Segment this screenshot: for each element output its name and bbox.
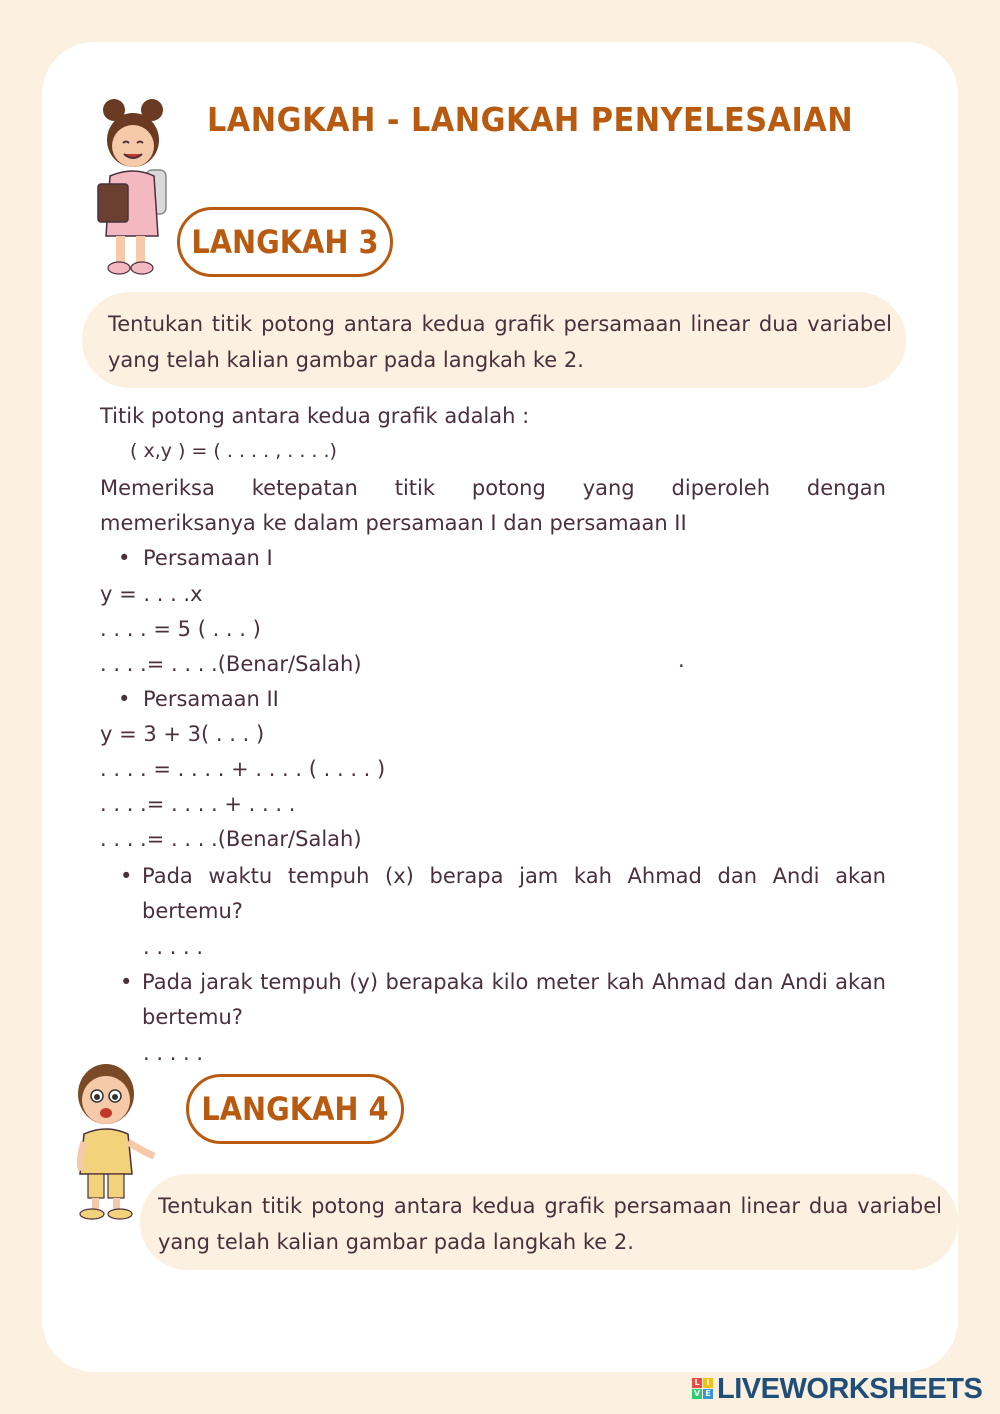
step-4-instruction: Tentukan titik potong antara kedua grafik persamaan linear dua variabel yang telah kalian gambar pada langkah ke 2. bbox=[158, 1194, 942, 1254]
check-text-line-1: Memeriksa ketepatan titik potong yang diperoleh dengan bbox=[100, 476, 886, 500]
bullet-dot: • bbox=[120, 970, 133, 994]
question-2 bbox=[120, 965, 886, 1035]
equation-1-title: Persamaan I bbox=[143, 546, 273, 570]
equation-1-line[interactable]: . . . . = 5 ( . . . ) bbox=[100, 617, 261, 641]
step-3-instruction-box bbox=[82, 292, 906, 388]
question-1-text: Pada waktu tempuh (x) berapa jam kah Ahmad dan Andi akan bertemu? bbox=[142, 864, 886, 923]
liveworksheets-brand: LIVEWORKSHEETS bbox=[717, 1372, 983, 1405]
step-3-label: LANGKAH 3 bbox=[177, 207, 393, 277]
check-text-line-2: memeriksanya ke dalam persamaan I dan persamaan II bbox=[100, 511, 687, 535]
liveworksheets-logo-icon: L I V E bbox=[692, 1378, 714, 1400]
equation-2-line[interactable]: . . . .= . . . .(Benar/Salah) bbox=[100, 827, 362, 851]
bullet-dot: • bbox=[120, 864, 133, 888]
question-1 bbox=[120, 859, 886, 929]
equation-1-line[interactable]: y = . . . .x bbox=[100, 582, 203, 606]
question-2-text: Pada jarak tempuh (y) berapaka kilo meter kah Ahmad dan Andi akan bertemu? bbox=[142, 970, 886, 1029]
step-4-instruction-box bbox=[140, 1174, 958, 1270]
equation-2-title: Persamaan II bbox=[143, 687, 279, 711]
girl-illustration bbox=[92, 96, 174, 278]
equation-2-line[interactable]: y = 3 + 3( . . . ) bbox=[100, 722, 265, 746]
step-4-label: LANGKAH 4 bbox=[186, 1074, 404, 1144]
equation-2-line[interactable]: . . . .= . . . . + . . . . bbox=[100, 792, 296, 816]
step-3-instruction: Tentukan titik potong antara kedua grafik persamaan linear dua variabel yang telah kalian gambar pada langkah ke 2. bbox=[108, 312, 892, 372]
intersection-label: Titik potong antara kedua grafik adalah : bbox=[100, 404, 530, 428]
answer-2[interactable]: . . . . . bbox=[143, 1041, 204, 1065]
bullet-dot: • bbox=[118, 687, 131, 711]
stray-dot: . bbox=[678, 648, 685, 672]
intersection-formula[interactable]: ( x,y ) = ( . . . . , . . . .) bbox=[130, 440, 337, 462]
equation-1-line[interactable]: . . . .= . . . .(Benar/Salah) bbox=[100, 652, 362, 676]
bullet-dot: • bbox=[118, 546, 131, 570]
equation-2-line[interactable]: . . . . = . . . . + . . . . ( . . . . ) bbox=[100, 757, 386, 781]
answer-1[interactable]: . . . . . bbox=[143, 935, 204, 959]
liveworksheets-logo[interactable] bbox=[692, 1374, 982, 1404]
page-title: LANGKAH - LANGKAH PENYELESAIAN bbox=[207, 100, 854, 139]
